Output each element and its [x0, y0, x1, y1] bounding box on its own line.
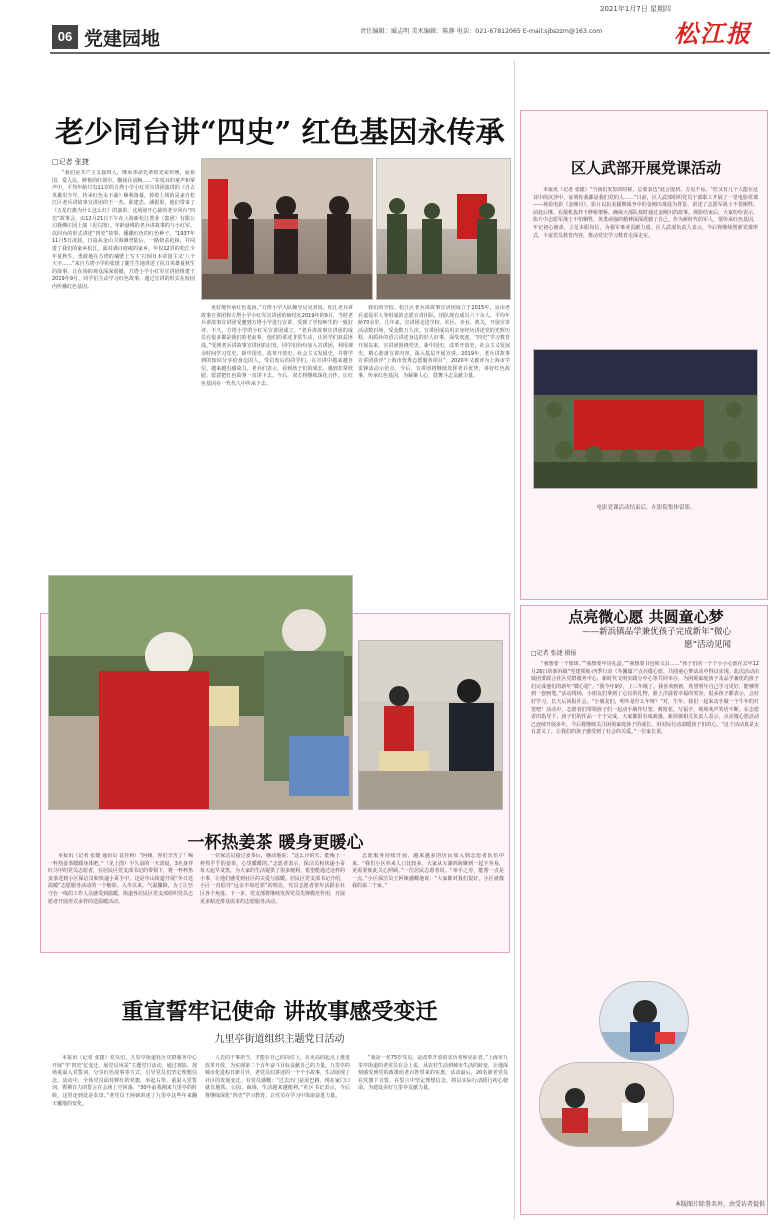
ginger-tea-photo-inset — [358, 640, 503, 810]
main-col2: 更好地传承红色基因。”方塔小学大队辅导员吴双说。松江老兵讲故事宣讲团和方塔小学小红军宣讲团的缔结在2019年的9月，当时老兵讲故事宣讲团受邀到方塔小学进行宣讲，受到了学校师生的一致好评。不久，方塔小学的小红军宣讲团成立。“老兵讲故事宣讲团的成员有很多都是我们的老前辈，他们的讲述非常生动，让同学们获益匪浅。”受到老兵讲故事宣讲团的启发，同学们纷纷加入宣讲团，利用课余时间学习党史、新中国史、改革开放史、社会主义发展史，并将学到的知识分享给身边的人。受启发后的同学们，在宣讲中越来越自信，越来越有感染力。老兵们表示，看到孩子们的成长，感到非常欣慰，愿意把红色故事一直讲下去。今后，双方将继续深化合作，让红色基因在一代代人中传承下去。 — [201, 305, 353, 387]
page-photo-credit: 本版图片除署名外，由受访者提供 — [674, 1201, 765, 1208]
weixinyuan-byline: □记者 张捷 摄报 — [531, 650, 577, 657]
page-number: 06 — [52, 25, 78, 49]
main-col3: 我们的学校。松江区老兵讲故事宣讲团成立于2015年，是由老兵退役军人等组成的志愿宣讲团队，团队现有成员六十余人，平均年龄70余岁。几年来，宣讲团走进学校、社区、企业、机关，开展宣讲活动数百场，受众数万人次。宣讲团成员用亲身经历讲述党的光辉历程，用质朴的语言讲述身边的好人好事，深受欢迎。“四史”学习教育开展以来，宣讲团围绕党史、新中国史、改革开放史、社会主义发展史，精心准备宣讲内容，深入基层开展宣讲。2019年，老兵讲故事宣讲团获评“上海市优秀志愿服务项目”，2020年又被评为上海市学雷锋活动示范点。今后，宣讲团将继续发挥老兵优势，讲好红色故事，传承红色基因，为凝聚人心、鼓舞斗志贡献力量。 — [358, 305, 510, 380]
xuanshi-body3: “我是一名75岁党员，是改革开放的亲历者和见证者。”上海市九里亭街道的老党员在会上说，从农村生活到城市生活的转变，让他深刻感受到党的政策给老百姓带来的实惠。活动最后，20名新老党员在党旗下宣誓，在誓言中坚定理想信念，将以实际行动践行初心使命，为建设美好九里亭贡献力量。 — [358, 1055, 508, 1092]
date-line: 2021年1月7日 星期四 — [600, 5, 671, 13]
xuanshi-headline: 重宣誓牢记使命 讲故事感受变迁 — [121, 999, 438, 1025]
xuanshi-body1: 本报讯（记者 张捷）党员们，九里亭街道社区党群服务中心开展“学‘四史’忆变迁、展党员风采”主题党日活动，通过观影、现场重温入党誓词、分享红色故事等方式，引导党员们坚定理想信念。活动中，全体党员面对鲜红的党旗，举起右拳，重温入党誓词，铿锵有力的誓言在会场上空回荡。“30年前我刚来九里亭的时候，这里还到处是农田。”老党员王阿姨讲述了九里亭这些年来翻天覆地的变化。 — [52, 1055, 197, 1107]
main-headline: 老少同台讲“四史” 红色基因永传承 — [55, 115, 505, 149]
jiangcha-body3: 志愿服务持续开展，越来越多的居民加入到志愿者队伍中来。“我们小区外来人口比较多，大家从五湖四海聚到一起不容易，更需要彼此关心照顾。”一位居民志愿者说。“举手之劳，能帮一点是一点。”小区保洁员王阿姨感慨地说：“大家都对我们很好，小区就像我的第二个家。” — [352, 853, 504, 890]
cinema-photo-caption: 电影党课活动结束后，在影院集体留影。 — [596, 505, 696, 511]
xuanshi-body2: 人先的干事担当，才能在自己的岗位上，在更高的起点上推进改革开放，为实现第二个百年奋斗目标贡献自己的力量。九里亭的城市化进程日新月异，老党员们讲述的一个个小故事，生动展现了社区的发展变迁。有党员感慨：“过去出门是泥巴路，现在家门口就有地铁、公园、商场，生活越来越便利。”社区书记表示，今后将继续深化“四史”学习教育，让党员在学习中汲取奋进力量。 — [205, 1055, 350, 1099]
weixinyuan-headline: 点亮微心愿 共圆童心梦 — [568, 608, 724, 626]
sidebar-bottom-box — [520, 605, 768, 1215]
column-divider — [514, 60, 515, 1220]
child-craft-photo — [599, 981, 689, 1061]
weixinyuan-body: “我想要一个篮球。”“我想要年货礼盒。”“我想要书包和文具……”孩子们的一个个小小心愿在去年12月26日的新浜镇“党建领航·四季行动（冬馨篇）”点亮微心愿、共圆童心梦活动中得以实现。此次活动由镇团委联合社区党群服务中心、新时代文明实践分中心等共同举办，为困境家庭孩子及品学兼优的孩子们完成他们的新年“微心愿”。“我今年9岁，上三年级了。我喜欢画画，希望明年自己学习更好，能够得到一套画笔。”活动现场，小朋友们拿到了心仪的礼物，脸上洋溢着幸福的笑容。很多孩子都表示，会好好学习，长大后回报社会。“小朋友们，明年是什么年呀？”对，牛年。我们一起来动手做一个牛年的灯笼吧！活动中，志愿者们带领孩子们一起动手制作灯笼、剪窗花、写福字，现场欢声笑语不断。在志愿者的指导下，孩子们的作品一个个完成，大家都很有成就感。新浜镇相关负责人表示，点亮微心愿活动已连续开展多年，今后将继续关注困境家庭孩子的成长，用实际行动温暖孩子们的心。“这个活动真是太有意义了，让我们的孩子感受到了社会的关爱。”一位家长说。 — [531, 661, 759, 736]
main-byline: □记者 张捷 — [52, 158, 89, 166]
jiangcha-body2: 一位保洁员接过姜茶后，感动地说：“这么冷的天，能喝上一杯热乎乎的姜茶，心里暖暖的。”志愿者表示，保洁员和快递小哥每天起早贪黑，为大家的生活提供了很多便利，希望能通过这样的小事，让他们感受到社区的关爱与温暖。居民区党支部书记介绍，小区一直倡导“远亲不如近邻”的理念，党员志愿者常年活跃在社区各个角落。下一步，党支部将继续发挥党员先锋模范作用，开展更多贴近群众需求的志愿服务活动。 — [200, 853, 345, 905]
masthead — [40, 0, 776, 58]
masthead-rule — [50, 52, 770, 54]
weixinyuan-subhead: ——新浜镇品学兼优孩子完成新年“微心愿”活动见闻 — [582, 627, 731, 650]
children-stage-photo — [201, 158, 373, 300]
jiangcha-headline: 一杯热姜茶 暖身更暖心 — [187, 833, 364, 853]
cinema-group-photo — [533, 349, 758, 489]
jiangcha-body1: 本报讯（记者 张捷 通讯员 袁佳莉）“阿姨，你们辛苦了！喝一杯热姜茶暖暖身体吧。”（见上图）不久前的一天清晨，3名身穿红马甲的党员志愿者，在居民区党支部书记的带领下，将一杯杯热姜茶送到小区保洁员和快递小哥手中。这是中山街道开展“冬日送温暖”志愿服务活动的一个缩影。入冬以来，气温骤降，为了让坚守在一线的工作人员感受到温暖，街道各居民区党支部组织党员志愿者开展形式多样的送温暖活动。 — [48, 853, 193, 905]
sidebar-top-box — [520, 110, 768, 600]
ginger-tea-photo-main — [48, 575, 353, 810]
xuanshi-subhead: 九里亭街道组织主题党日活动 — [214, 1034, 345, 1045]
editor-line: 责任编辑：臧志明 美术编辑：陈静 电话：021-67812065 E-mail:sjbszzm@163.com — [360, 28, 603, 35]
section-title: 党建园地 — [84, 28, 161, 50]
wuzhuang-headline: 区人武部开展党课活动 — [570, 159, 721, 177]
main-col1: “我们是共产主义接班人，继承革命先辈的光荣传统，爱祖国，爱人民，鲜艳的红领巾，飘扬在前胸……”在悦耳的童声和掌声中，平均年龄只有11岁的方塔小学小红军宣讲团演讲的《自古英雄出少年，传承红色永不渝》顺利落幕。掉着上场的是来自松江区老兵讲故事宣讲团的王一杰、耿建忠、潘银果，他们带来了《五星红旗为什么这么红》的演讲。这场别开心裁的老少同台“四史”故事会，由12月21日下午在上海新松江置业（集团）有限公司我佛庄园上演（见右图）。年龄悬殊的老兵讲故事的与小红军，以同台的形式讲述“四史”故事，播撒红色的红色种子。“1937年11月5日凌晨，日寇从金山卫海滩登陆后，一路烧杀抢掠，并闯进了我们的家乡松江。面对满目疮痍的家乡，年仅12岁的松江少年夏秋生，勇敢地在方塔的墙壁上写下‘打倒日本帝国主义’八个大字……”来自方塔小学的张琰了脆生生地讲述了抗日英雄夏秋生的故事，让在场的观众深深震撼。方塔小学小红军宣讲团组建于2019年9月，同学们主动学习红色故事，通过宣讲的形式在校园内传播红色基因。 — [52, 170, 195, 290]
veterans-stage-photo — [376, 158, 511, 300]
paper-name: 松江报 — [674, 19, 752, 48]
wuzhuang-body: 本报讯（记者 张捷）“当我们发誓的时候，总要表达”此言殷切、方见不易。“但又有几个人能在这其中的沉浮中，证明你我都是我们党的人……”日前，区人武部组织党员干部职工开展了一堂电影党课——观看电影《金刚川》。影片以抗美援朝战争中的金刚川战役为背景，讲述了志愿军战士不畏牺牲、前赴后继、在敌机轰炸下修桥架桥、确保大部队按时通过金刚川的故事。观影结束后，大家纷纷表示，影片中志愿军战士不怕牺牲、英勇顽强的精神深深震撼了自己。作为新时代的军人，要传承红色基因，牢记初心使命，立足本职岗位，为强军事业贡献力量。区人武部负责人表示，今后将继续创新党课形式，丰富党员教育内容，推动党史学习教育走深走实。 — [533, 187, 758, 239]
children-activity-photo — [539, 1062, 674, 1147]
